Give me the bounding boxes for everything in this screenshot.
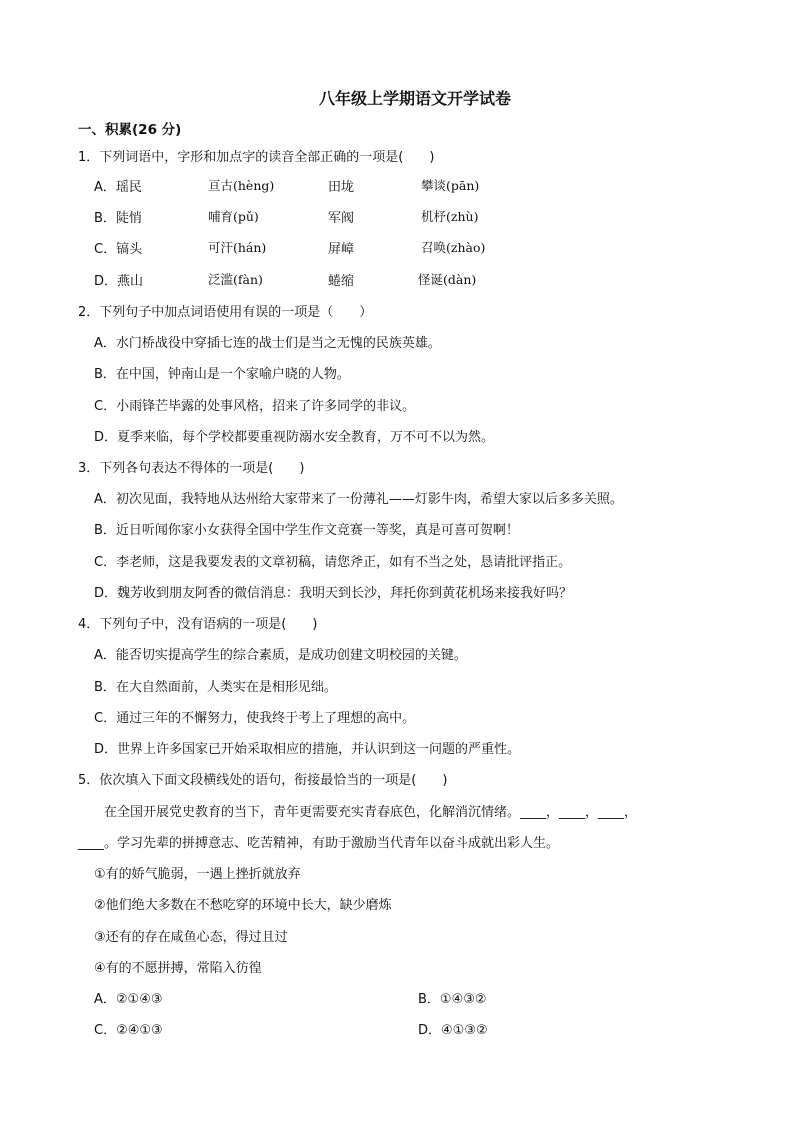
question-1-stem: 1．下列词语中，字形和加点字的读音全部正确的一项是( ) <box>78 150 435 165</box>
q3-option-b: B．近日听闻你家小女获得全国中学生作文竞赛一等奖，真是可喜可贺啊！ <box>94 523 519 538</box>
q5-option-d: D．④①③② <box>418 1023 488 1038</box>
q5-item-1: ①有的娇气脆弱，一遇上挫折就放弃 <box>94 867 301 882</box>
question-4-stem: 4．下列句子中，没有语病的一项是( ) <box>78 617 318 632</box>
q3-option-d: D．魏芳收到朋友阿香的微信消息：我明天到长沙，拜托你到黄花机场来接我好吗？ <box>94 586 573 601</box>
q5-option-a: A．②①④③ <box>94 992 163 1007</box>
q1-option-c-word4: 召唤(zhào) <box>421 240 486 255</box>
page-title: 八年级上学期语文开学试卷 <box>318 89 511 108</box>
q2-option-d: D．夏季来临，每个学校都要重视防溺水安全教育，万不可不以为然。 <box>94 430 495 445</box>
q1-option-b-word3: 军阀 <box>328 211 355 226</box>
q1-option-b-word2: 哺育(pǔ) <box>208 209 259 224</box>
q1-option-d-word1: D．燕山 <box>94 274 144 289</box>
question-5-stem: 5．依次填入下面文段横线处的语句，衔接最恰当的一项是( ) <box>78 773 448 788</box>
q2-option-b: B．在中国，钟南山是一个家喻户晓的人物。 <box>94 367 350 382</box>
q3-option-c: C．李老师，这是我要发表的文章初稿，请您斧正，如有不当之处，恳请批评指正。 <box>94 555 572 570</box>
q4-option-a: A．能否切实提高学生的综合素质，是成功创建文明校园的关键。 <box>94 648 467 663</box>
question-2-stem: 2．下列句子中加点词语使用有误的一项是（ ） <box>78 305 373 320</box>
q4-option-d: D．世界上许多国家已开始采取相应的措施，并认识到这一问题的严重性。 <box>94 742 521 757</box>
q1-option-b-word4: 机杼(zhù) <box>421 209 479 224</box>
q1-option-c-word2: 可汗(hán) <box>208 240 267 255</box>
q1-option-c-word1: C．镐头 <box>94 242 143 257</box>
q5-item-3: ③还有的存在咸鱼心态，得过且过 <box>94 930 288 945</box>
q1-option-d-word2: 泛滥(fàn) <box>208 272 263 287</box>
q1-option-a-word1: A．瑶民 <box>94 180 142 195</box>
q4-option-c: C．通过三年的不懈努力，使我终于考上了理想的高中。 <box>94 711 416 726</box>
q1-option-a-word3: 田垅 <box>328 180 355 195</box>
q5-item-2: ②他们绝大多数在不愁吃穿的环境中长大，缺少磨炼 <box>94 898 392 913</box>
q1-option-a-word4: 攀谈(pān) <box>421 178 480 193</box>
q5-passage-line2: ____。学习先辈的拼搏意志、吃苦精神，有助于激励当代青年以奋斗成就出彩人生。 <box>78 836 560 851</box>
section-heading: 一、积累(26 分) <box>78 122 182 138</box>
q5-passage-line1: 在全国开展党史教育的当下，青年更需要充实青春底色，化解消沉情绪。____，____，____， <box>104 805 638 820</box>
q4-option-b: B．在大自然面前，人类实在是相形见绌。 <box>94 680 337 695</box>
q1-option-b-word1: B．陡悄 <box>94 211 142 226</box>
q1-option-a-word2: 亘古(hèng) <box>208 178 275 193</box>
q1-option-d-word4: 怪诞(dàn) <box>418 272 477 287</box>
q3-option-a: A．初次见面，我特地从达州给大家带来了一份薄礼——灯影牛肉，希望大家以后多多关照。 <box>94 492 623 507</box>
q5-item-4: ④有的不愿拼搏，常陷入彷徨 <box>94 961 262 976</box>
q2-option-c: C．小雨锋芒毕露的处事风格，招来了许多同学的非议。 <box>94 399 416 414</box>
q1-option-d-word3: 蜷缩 <box>328 274 355 289</box>
q5-option-c: C．②④①③ <box>94 1023 163 1038</box>
question-3-stem: 3．下列各句表达不得体的一项是( ) <box>78 461 305 476</box>
q5-option-b: B．①④③② <box>418 992 487 1007</box>
q1-option-c-word3: 屏嶂 <box>328 242 355 257</box>
q2-option-a: A．水门桥战役中穿插七连的战士们是当之无愧的民族英雄。 <box>94 336 441 351</box>
